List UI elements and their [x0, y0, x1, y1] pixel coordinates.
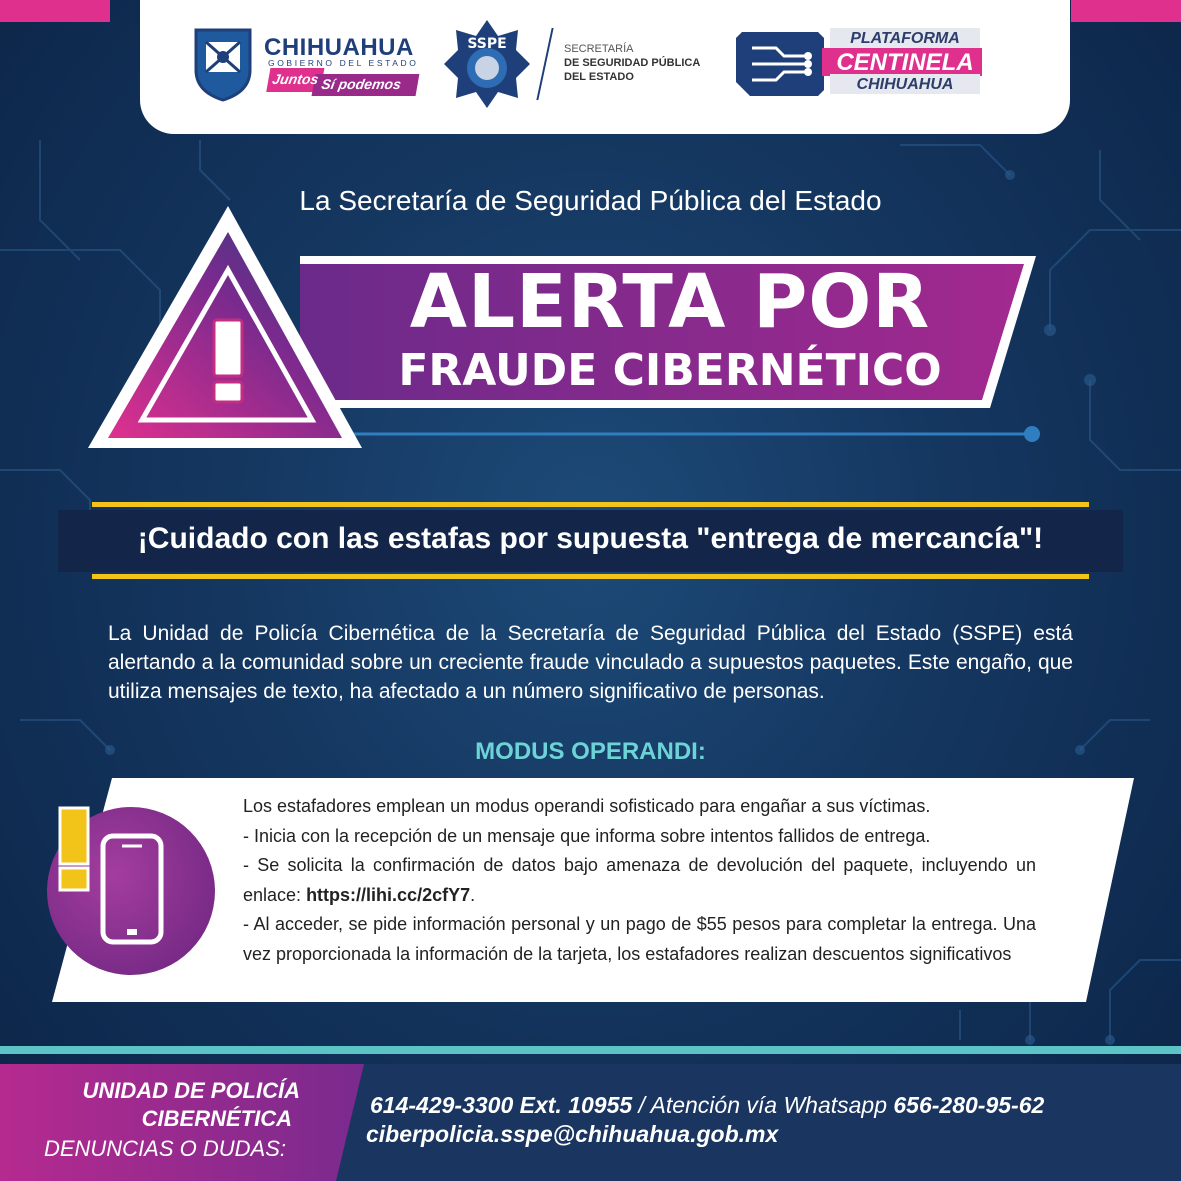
secretaria-line2: DE SEGURIDAD PÚBLICA: [564, 57, 701, 69]
whatsapp-number: 656-280-95-62: [893, 1092, 1045, 1118]
slogan-part2: Sí podemos: [320, 76, 403, 92]
sspe-badge-text: SSPE: [467, 36, 507, 52]
warning-text: ¡Cuidado con las estafas por supuesta "entrega de mercancía"!: [137, 522, 1044, 555]
alert-title: ALERTA POR: [409, 259, 931, 345]
scam-link: https://lihi.cc/2cfY7: [306, 884, 471, 905]
exclamation-icon: [58, 806, 90, 892]
unit-line3: DENUNCIAS O DUDAS:: [43, 1136, 286, 1161]
alert-subtitle: FRAUDE CIBERNÉTICO: [398, 345, 942, 396]
slogan-part1: Juntos: [271, 71, 320, 87]
modus-step3: - Al acceder, se pide información personal y un pago de $55 pesos para completar la entrega. Una vez proporcionada la información de la tarjeta, los estafadores realizan descuentos significativos: [243, 914, 1036, 964]
gov-name: CHIHUAHUA: [264, 34, 414, 61]
phone-number: 614-429-3300 Ext. 10955: [370, 1092, 633, 1118]
modus-heading: MODUS OPERANDI:: [475, 738, 706, 765]
platform-line3: CHIHUAHUA: [856, 76, 954, 93]
platform-line2: CENTINELA: [836, 49, 974, 76]
unit-line1: UNIDAD DE POLICÍA: [82, 1078, 300, 1103]
phone-icon: [100, 833, 164, 945]
secretaria-line3: DEL ESTADO: [564, 71, 634, 83]
secretaria-line1: SECRETARÍA: [564, 43, 634, 55]
warning-top-line: [92, 502, 1089, 507]
gov-subtitle: GOBIERNO DEL ESTADO: [268, 58, 419, 68]
modus-intro: Los estafadores emplean un modus operandi sofisticado para engañar a sus víctimas.: [243, 796, 931, 816]
contact-email[interactable]: ciberpolicia.sspe@chihuahua.gob.mx: [366, 1121, 779, 1147]
contact-phones: [370, 1092, 1044, 1119]
modus-text: [243, 792, 1036, 969]
footer-teal-line: [0, 1046, 1181, 1054]
modus-step1: - Inicia con la recepción de un mensaje que informa sobre intentos fallidos de entrega.: [243, 825, 931, 846]
intro-text: La Secretaría de Seguridad Pública del Estado: [299, 185, 882, 216]
whatsapp-label: / Atención vía Whatsapp: [632, 1092, 894, 1118]
connector-dot: [1024, 426, 1040, 442]
unit-line2: CIBERNÉTICA: [141, 1106, 292, 1131]
modus-step2: - Se solicita la confirmación de datos bajo amenaza de devolución del paquete, incluyendo un enlace: https://lihi.cc/2cfY7.: [243, 855, 1036, 905]
warning-bottom-line: [92, 574, 1089, 579]
description: La Unidad de Policía Cibernética de la Secretaría de Seguridad Pública del Estado (SSPE) está alertando a la comunidad sobre un creciente fraude vinculado a supuestos paquetes. Este engaño, que utiliza mensajes de texto, ha afectado a un número significativo de personas.: [108, 622, 1073, 703]
platform-line1: PLATAFORMA: [850, 30, 960, 47]
